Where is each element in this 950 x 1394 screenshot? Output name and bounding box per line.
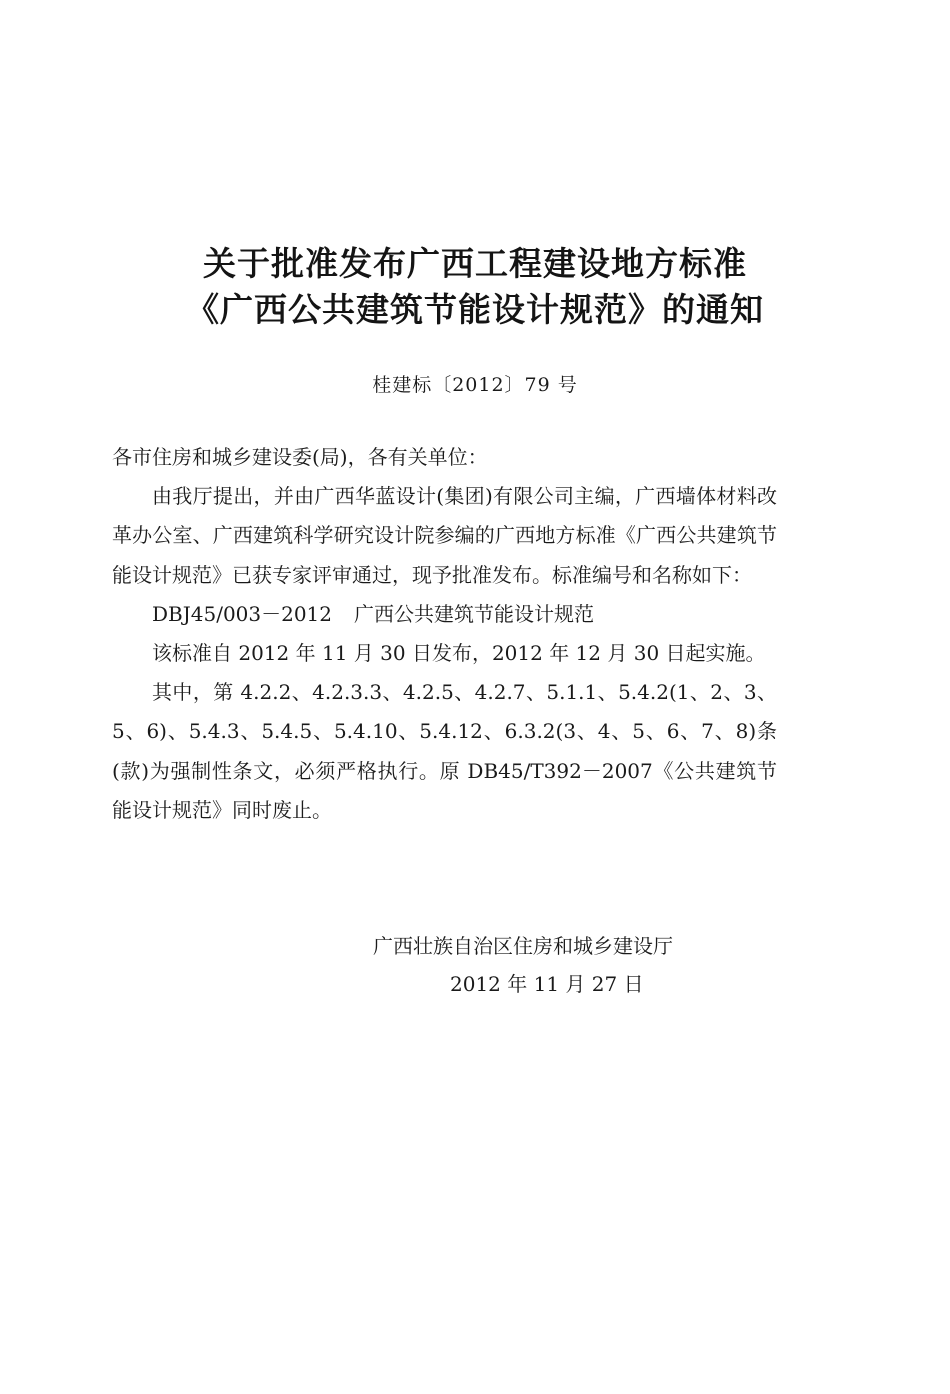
issuing-authority: 广西壮族自治区住房和城乡建设厅 — [373, 934, 673, 958]
addressee: 各市住房和城乡建设委(局)，各有关单位： — [112, 445, 488, 469]
paragraph-effective-date: 该标准自 2012 年 11 月 30 日发布，2012 年 12 月 30 日起实施。 — [152, 641, 766, 666]
standard-name: 广西公共建筑节能设计规范 — [354, 601, 595, 626]
paragraph-approval: 由我厅提出，并由广西华蓝设计(集团)有限公司主编，广西墙体材料改革办公室、广西建筑科学研究设计院参编的广西地方标准《广西公共建筑节能设计规范》已获专家评审通过，现予批准发布。标准编号和名称如下： — [112, 484, 777, 587]
document-number: 桂建标〔2012〕79 号 — [372, 374, 578, 396]
issue-date: 2012 年 11 月 27 日 — [450, 972, 644, 996]
standard-code: DBJ45/003－2012 — [152, 601, 333, 626]
paragraph-mandatory-clauses: 其中，第 4.2.2、4.2.3.3、4.2.5、4.2.7、5.1.1、5.4.2(1、2、3、5、6)、5.4.3、5.4.5、5.4.10、5.4.12、6.3.2(3、4、5、6、7、8)条(款)为强制性条文，必须严格执行。原 DB45/T392－2007《公共建筑节能设计规范》同时废止。 — [112, 680, 777, 822]
standard-line — [112, 595, 777, 634]
notice-title-line-1: 关于批准发布广西工程建设地方标准 — [203, 244, 747, 283]
notice-body — [112, 438, 777, 830]
notice-title-line-2: 《广西公共建筑节能设计规范》的通知 — [186, 290, 764, 329]
